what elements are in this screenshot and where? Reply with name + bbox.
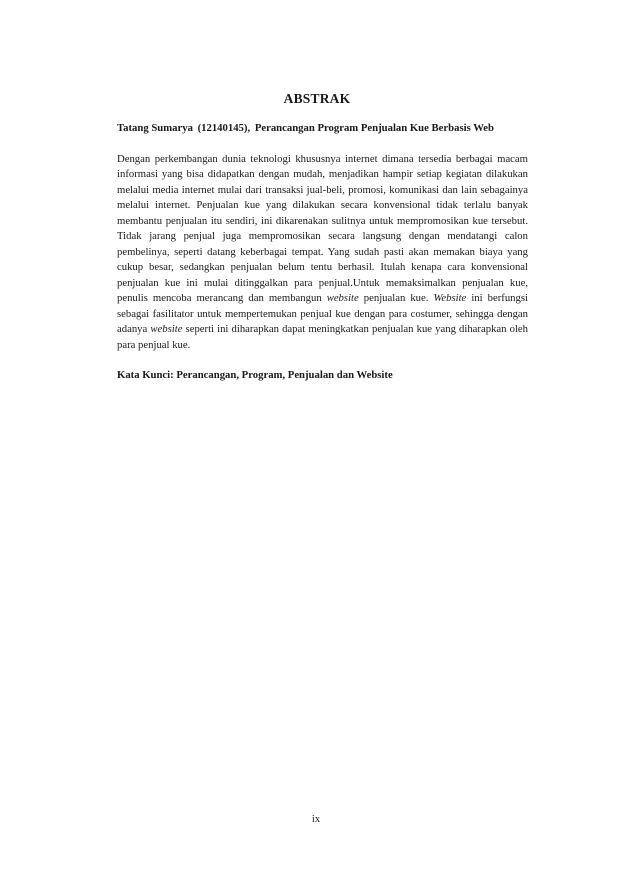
author-heading [117, 121, 528, 137]
abstract-body [117, 152, 528, 354]
page-number: ix [311, 814, 321, 825]
author-nim: (12140145), [197, 122, 251, 134]
abstract-content [117, 121, 528, 384]
abstract-text-part-1: Dengan perkembangan dunia teknologi khususnya internet dimana tersedia berbagai macam informasi yang bisa didapatkan dengan mudah, menjadikan hampir setiap kegiatan dilakukan melalui media internet mulai dari transaksi jual-beli, promosi, komunikasi dan lain sebagainya melalui internet. Penjualan kue yang dilakukan secara konvensional tidak terlalu banyak membantu penjualan itu sendiri, ini dikarenakan sulitnya untuk mempromosikan kue tersebut. Tidak jarang penjual juga mempromosikan secara langsung dengan mendatangi calon pembelinya, seperti datang keberbagai tempat. Yang sudah pasti akan memakan biaya yang cukup besar, sedangkan penjualan belum tentu berhasil. Itulah kenapa cara konvensional penjualan kue ini mulai ditinggalkan para penjual.Untuk memaksimalkan penjualan kue, penulis mencoba merancang dan membangun [117, 152, 528, 304]
keywords: Kata Kunci: Perancangan, Program, Penjualan dan Website [117, 369, 393, 381]
abstract-text-part-3: ini berfungsi sebagai fasilitator untuk mempertemukan penjual kue dengan para costumer, sehingga dengan adanya [117, 292, 528, 335]
abstract-italic-website-3: website [150, 323, 183, 335]
author-name: Tatang Sumarya [117, 122, 193, 134]
thesis-title: Perancangan Program Penjualan Kue Berbasis Web [254, 122, 494, 134]
abstract-text-part-2: penjualan kue. [358, 292, 434, 304]
abstract-italic-website-2: Website [433, 292, 467, 304]
abstract-italic-website-1: website [326, 292, 359, 304]
abstract-text-part-4: seperti ini diharapkan dapat meningkatkan penjualan kue yang diharapkan oleh para penjual kue. [117, 323, 528, 351]
page-title: ABSTRAK [283, 91, 351, 106]
